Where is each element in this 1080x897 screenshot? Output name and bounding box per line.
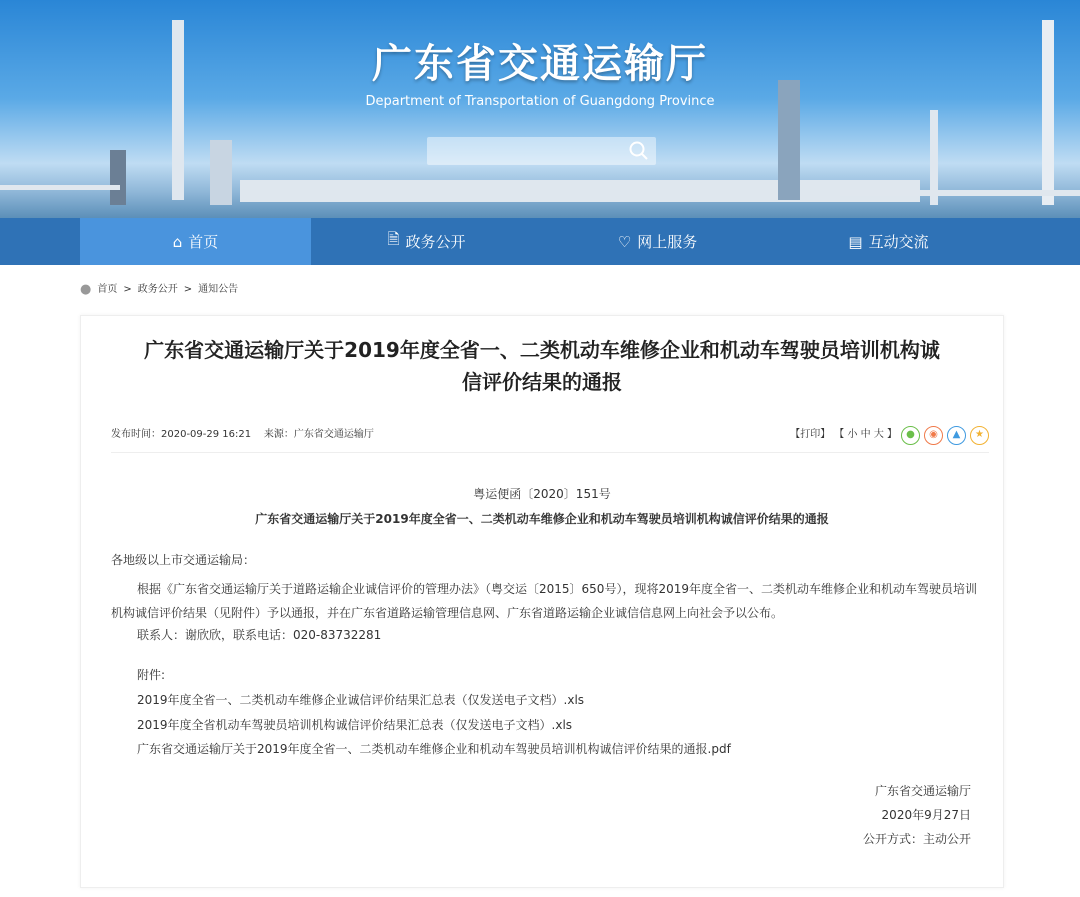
document-number: 粤运便函〔2020〕151号 [473, 487, 611, 501]
font-size-buttons[interactable]: 【 小 中 大 】 [834, 429, 897, 440]
document-subtitle: 广东省交通运输厅关于2019年度全省一、二类机动车维修企业和机动车驾驶员培训机构诚信评价结果的通报 [255, 512, 829, 526]
breadcrumb-home[interactable]: 首页 [97, 284, 118, 295]
breadcrumb-sep: > [183, 284, 193, 295]
favorite-star-icon[interactable]: ★ [970, 426, 989, 445]
site-subtitle: Department of Transportation of Guangdong Province [365, 94, 715, 109]
wechat-share-icon[interactable]: ● [901, 426, 920, 445]
qq-share-icon[interactable]: ▲ [947, 426, 966, 445]
search-input[interactable] [427, 137, 656, 165]
nav-interaction[interactable] [773, 218, 1004, 265]
building-image [110, 150, 126, 205]
divider [111, 452, 989, 453]
attachment-link[interactable]: 广东省交通运输厅关于2019年度全省一、二类机动车维修企业和机动车驾驶员培训机构诚信评价结果的通报.pdf [137, 742, 731, 756]
header-banner [0, 0, 1080, 218]
main-nav [0, 218, 1080, 265]
salutation: 各地级以上市交通运输局： [111, 553, 256, 567]
attachment-link[interactable]: 2019年度全省机动车驾驶员培训机构诚信评价结果汇总表（仅发送电子文档）.xls [137, 718, 573, 732]
article-meta-row [111, 424, 989, 446]
article-tools [790, 426, 989, 445]
body-paragraph: 根据《广东省交通运输厅关于道路运输企业诚信评价的管理办法》（粤交运〔2015〕650号），现将2019年度全省一、二类机动车维修企业和机动车驾驶员培训机构诚信评价结果（见附件）予以通报，并在广东省道路运输管理信息网、广东省道路运输企业诚信信息网上向社会予以公布。 [111, 582, 978, 620]
nav-online-service[interactable] [542, 218, 773, 265]
nav-label: 首页 [188, 233, 219, 251]
breadcrumb [80, 283, 238, 297]
weibo-share-icon[interactable]: ◉ [924, 426, 943, 445]
service-icon: ♡ [617, 232, 632, 251]
nav-home[interactable] [80, 218, 311, 265]
attachment-link[interactable]: 2019年度全省一、二类机动车维修企业诚信评价结果汇总表（仅发送电子文档）.xls [137, 693, 585, 707]
bridge-deck-image [840, 190, 1080, 196]
source: 来源：广东省交通运输厅 [263, 429, 374, 440]
sign-date: 2020年9月27日 [881, 808, 971, 822]
location-icon: ● [80, 282, 92, 297]
breadcrumb-sep: > [123, 284, 132, 295]
cityscape-image [240, 180, 920, 202]
bridge-deck-image [0, 185, 120, 190]
nav-label: 政务公开 [405, 233, 466, 251]
publish-time: 发布时间：2020-09-29 16:21 [111, 429, 252, 440]
disclosure-method: 公开方式：主动公开 [862, 832, 971, 846]
attachments-label: 附件: [137, 668, 166, 682]
site-title: 广东省交通运输厅 [372, 41, 708, 87]
nav-label: 网上服务 [637, 233, 698, 251]
article [80, 315, 1004, 888]
breadcrumb-notice[interactable]: 通知公告 [198, 284, 239, 295]
print-button[interactable]: 【打印】 [790, 429, 831, 440]
chat-icon: ▤ [848, 232, 863, 251]
breadcrumb-gov[interactable]: 政务公开 [137, 284, 178, 295]
signer: 广东省交通运输厅 [874, 784, 971, 798]
home-icon: ⌂ [172, 232, 183, 251]
nav-gov-affairs[interactable] [311, 218, 542, 265]
contact: 联系人：谢欣欣，联系电话：020-83732281 [137, 628, 382, 642]
document-icon: 🗎 [387, 230, 400, 248]
nav-label: 互动交流 [868, 233, 929, 251]
search-icon[interactable] [628, 140, 650, 162]
article-meta [111, 428, 374, 442]
building-image [210, 140, 232, 205]
article-title: 广东省交通运输厅关于2019年度全省一、二类机动车维修企业和机动车驾驶员培训机构诚 信评价结果的通报 [144, 338, 940, 394]
